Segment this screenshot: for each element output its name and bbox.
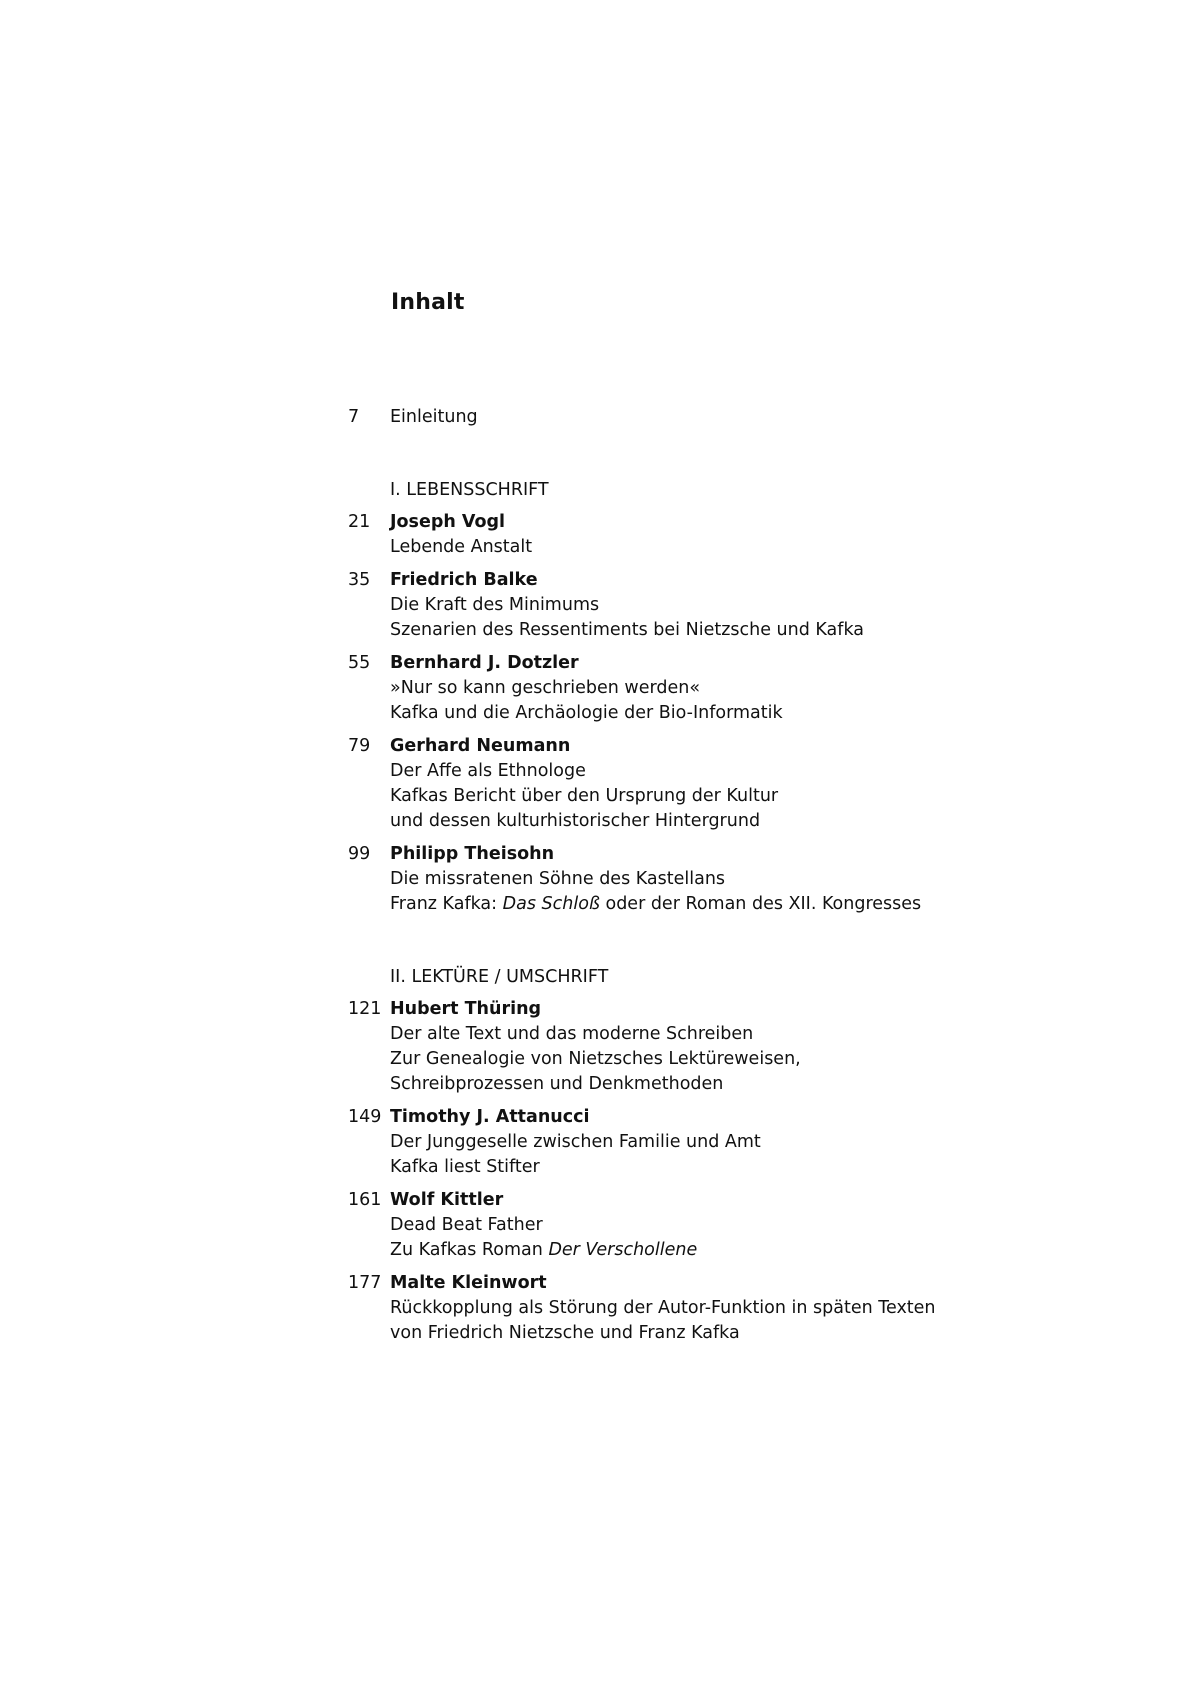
entry-title-line: Der Affe als Ethnologe — [390, 761, 586, 781]
entry-subtitle-line: Szenarien des Ressentiments bei Nietzsche und Kafka — [390, 620, 864, 640]
page-number: 79 — [348, 736, 371, 756]
page-number: 55 — [348, 653, 371, 673]
toc-entry-intro — [348, 405, 1068, 430]
entry-author: Bernhard J. Dotzler — [390, 653, 579, 673]
table-of-contents — [348, 405, 1068, 1346]
entry-subtitle-line: Kafka liest Stifter — [390, 1157, 540, 1177]
entry-subtitle-line: Franz Kafka: Das Schloß oder der Roman des XII. Kongresses — [390, 894, 922, 914]
entry-title-line: Dead Beat Father — [390, 1215, 543, 1235]
toc-entry — [348, 1188, 1068, 1263]
entry-subtitle-line: Schreibprozessen und Denkmethoden — [390, 1074, 724, 1094]
entry-author: Timothy J. Attanucci — [390, 1107, 590, 1127]
entry-title-line: Lebende Anstalt — [390, 537, 533, 557]
entry-subtitle-line: Kafka und die Archäologie der Bio-Informatik — [390, 703, 783, 723]
toc-entry — [348, 510, 1068, 560]
page-title: Inhalt — [391, 290, 465, 315]
entry-title-line: Der Junggeselle zwischen Familie und Amt — [390, 1132, 761, 1152]
entry-author: Gerhard Neumann — [390, 736, 571, 756]
section-heading: I. LEBENSSCHRIFT — [390, 480, 549, 500]
entry-label: Einleitung — [390, 407, 478, 427]
page-number: 149 — [348, 1107, 382, 1127]
entry-title-line: Die Kraft des Minimums — [390, 595, 600, 615]
entry-author: Hubert Thüring — [390, 999, 542, 1019]
entry-author: Friedrich Balke — [390, 570, 538, 590]
italic-work-title: Der Verschollene — [548, 1240, 698, 1260]
toc-entry — [348, 568, 1068, 643]
italic-work-title: Das Schloß — [502, 894, 600, 914]
entry-author: Philipp Theisohn — [390, 844, 555, 864]
page-number: 99 — [348, 844, 371, 864]
toc-entry — [348, 734, 1068, 834]
page-number: 35 — [348, 570, 371, 590]
page-number: 7 — [348, 407, 360, 427]
entry-title-line: »Nur so kann geschrieben werden« — [390, 678, 701, 698]
entry-title-line: Rückkopplung als Störung der Autor-Funktion in späten Texten — [390, 1298, 936, 1318]
entry-author: Wolf Kittler — [390, 1190, 504, 1210]
entry-author: Malte Kleinwort — [390, 1273, 547, 1293]
entry-subtitle-line: und dessen kulturhistorischer Hintergrund — [390, 811, 761, 831]
entry-author: Joseph Vogl — [390, 512, 506, 532]
page-number: 21 — [348, 512, 371, 532]
toc-entry — [348, 997, 1068, 1097]
section-heading: II. LEKTÜRE / UMSCHRIFT — [390, 967, 609, 987]
entry-subtitle-line: Kafkas Bericht über den Ursprung der Kultur — [390, 786, 779, 806]
entry-subtitle-line: Zu Kafkas Roman Der Verschollene — [390, 1240, 698, 1260]
entry-subtitle-line: Zur Genealogie von Nietzsches Lektüreweisen, — [390, 1049, 801, 1069]
toc-entry — [348, 651, 1068, 726]
toc-entry — [348, 1105, 1068, 1180]
entry-title-line: Der alte Text und das moderne Schreiben — [390, 1024, 754, 1044]
toc-entry — [348, 1271, 1068, 1346]
page-number: 177 — [348, 1273, 382, 1293]
page-number: 121 — [348, 999, 382, 1019]
entry-subtitle-line: von Friedrich Nietzsche und Franz Kafka — [390, 1323, 740, 1343]
toc-entry — [348, 842, 1068, 917]
page-number: 161 — [348, 1190, 382, 1210]
entry-title-line: Die missratenen Söhne des Kastellans — [390, 869, 726, 889]
